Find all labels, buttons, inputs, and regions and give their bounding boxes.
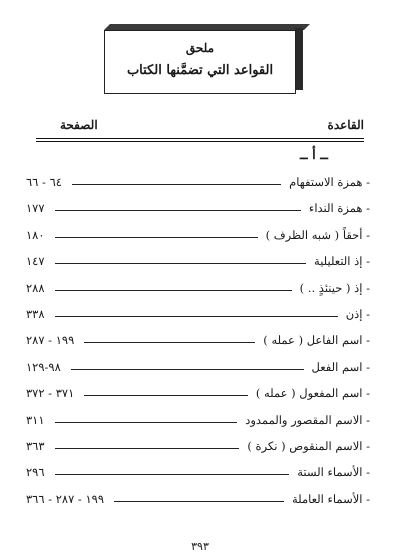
leader-line	[114, 501, 284, 502]
page-reference: ٩٨-١٢٩	[26, 359, 61, 374]
leader-line	[71, 369, 304, 370]
page-reference: ٢٨٨	[26, 280, 45, 295]
index-row	[0, 492, 400, 518]
index-row	[0, 228, 400, 254]
index-entry: - الأسماء العاملة	[291, 491, 370, 506]
appendix-title: القواعد التي تضمَّنها الكتاب	[126, 63, 274, 78]
page-reference: ١٧٧	[26, 201, 45, 216]
page-reference: ٣٦٣	[26, 438, 45, 453]
index-row	[0, 360, 400, 386]
leader-line	[55, 474, 290, 475]
index-row	[0, 333, 400, 359]
index-entry: - أحقاً ( شبه الظرف )	[265, 227, 370, 242]
index-entry: - همزة النداء	[308, 201, 370, 216]
index-list	[0, 175, 400, 518]
title-box-side-edge	[295, 28, 303, 90]
page-reference: ١٩٩ - ٢٨٧	[26, 333, 75, 348]
leader-line	[55, 263, 307, 264]
leader-line	[84, 342, 255, 343]
page-reference: ٣٧١ - ٣٧٢	[26, 386, 75, 401]
leader-line	[55, 290, 292, 291]
index-row	[0, 413, 400, 439]
page-number: ٣٩٣	[191, 540, 209, 553]
appendix-label: ملحق	[185, 41, 215, 55]
index-row	[0, 201, 400, 227]
page-reference: ٢٩٦	[26, 465, 45, 480]
index-entry: - همزة الاستفهام	[289, 175, 370, 189]
index-row	[0, 254, 400, 280]
index-entry: - اسم المفعول ( عمله )	[255, 386, 370, 401]
index-entry: - الاسم المقصور والممدود	[245, 412, 370, 427]
leader-line	[55, 422, 238, 423]
index-row	[0, 386, 400, 412]
column-header-rule: القاعدة	[327, 118, 364, 132]
index-entry: - اسم الفاعل ( عمله )	[263, 333, 370, 348]
leader-line	[55, 316, 338, 317]
leader-line	[55, 448, 240, 449]
page-reference: ٣١١	[26, 412, 45, 427]
header-rule-thin	[36, 141, 364, 142]
leader-line	[72, 184, 281, 185]
column-header-page: الصفحة	[60, 118, 98, 132]
index-row	[0, 307, 400, 333]
index-entry: - اسم الفعل	[311, 359, 370, 374]
index-row	[0, 439, 400, 465]
page-reference: ١٨٠	[26, 227, 45, 242]
index-entry: - الاسم المنقوص ( نكرة )	[247, 438, 370, 453]
page-reference: ٣٣٨	[26, 306, 45, 321]
page-reference: ١٩٩ - ٢٨٧ - ٣٦٦	[26, 491, 104, 506]
index-entry: - إذن	[345, 306, 370, 321]
index-entry: - إذ التعليلية	[314, 254, 370, 269]
index-row	[0, 281, 400, 307]
index-entry: - الأسماء الستة	[297, 465, 370, 480]
leader-line	[84, 395, 248, 396]
index-row	[0, 465, 400, 491]
page-reference: ٦٤ - ٦٦	[26, 175, 62, 189]
header-rule-thick	[36, 138, 364, 139]
page-reference: ١٤٧	[26, 254, 45, 269]
title-box	[104, 30, 296, 94]
index-entry: - إذ ( حينئذٍ .. )	[299, 280, 370, 295]
index-row	[0, 175, 400, 201]
section-letter: ــ أ ــ	[300, 148, 328, 163]
leader-line	[55, 237, 258, 238]
leader-line	[55, 210, 301, 211]
